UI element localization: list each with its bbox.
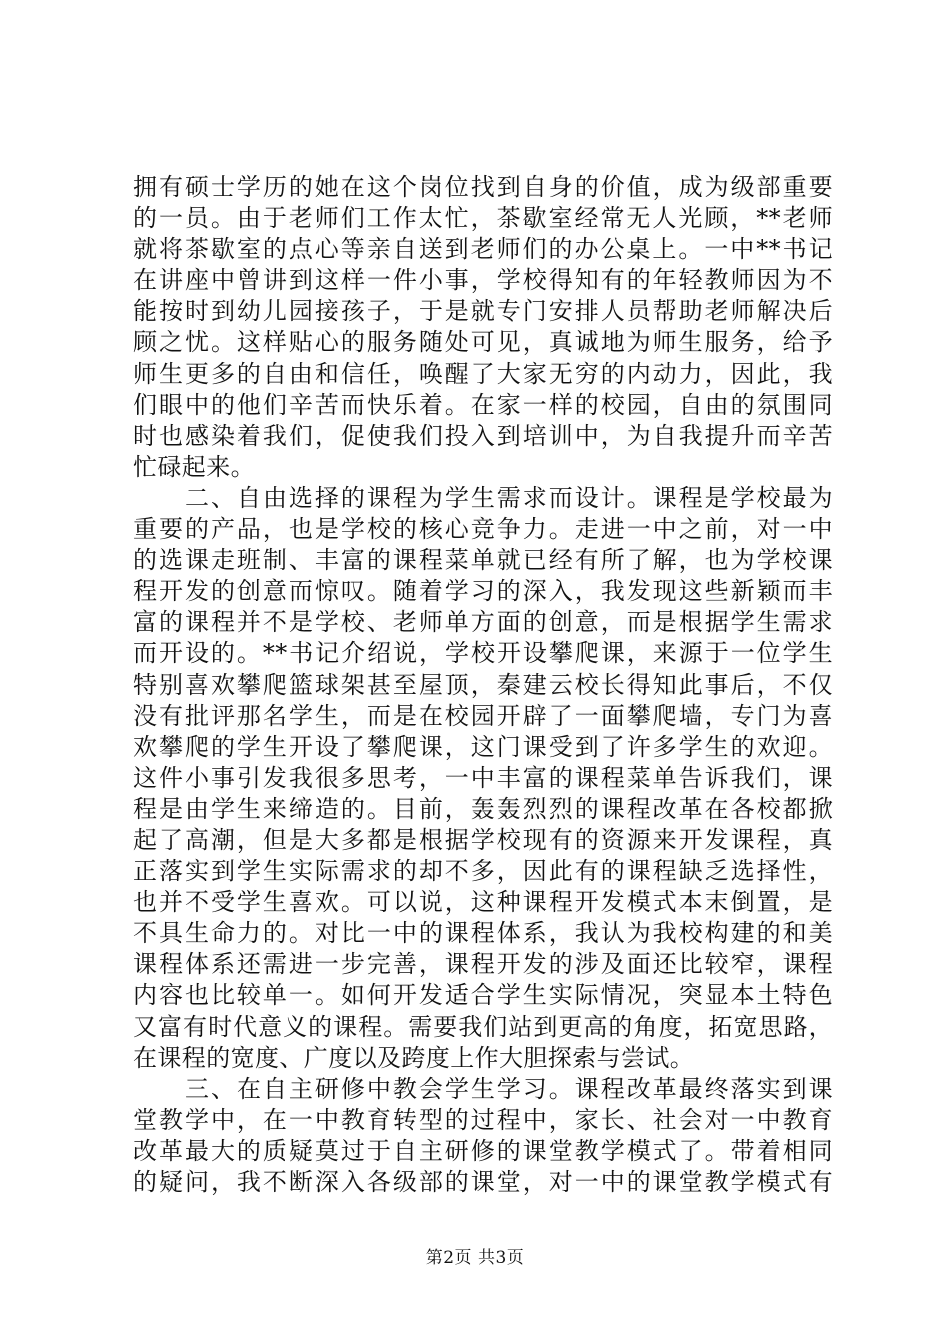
text-line: 这件小事引发我很多思考，一中丰富的课程菜单告诉我们，课 (133, 763, 833, 792)
text-line: 的疑问，我不断深入各级部的课堂，对一中的课堂教学模式有 (133, 1168, 833, 1196)
text-line: 的选课走班制、丰富的课程菜单就已经有所了解，也为学校课 (133, 546, 833, 575)
document-body (133, 172, 833, 1198)
text-line: 忙碌起来。 (133, 452, 255, 481)
text-line: 拥有硕士学历的她在这个岗位找到自身的价值，成为级部重要 (133, 173, 833, 201)
text-line: 而开设的。**书记介绍说，学校开设攀爬课，来源于一位学生 (133, 639, 833, 668)
text-line: 在讲座中曾讲到这样一件小事，学校得知有的年轻教师因为不 (133, 266, 833, 295)
text-line: 能按时到幼儿园接孩子，于是就专门安排人员帮助老师解决后 (133, 297, 833, 326)
text-line: 程开发的创意而惊叹。随着学习的深入，我发现这些新颖而丰 (133, 577, 833, 606)
text-line: 没有批评那名学生，而是在校园开辟了一面攀爬墙，专门为喜 (133, 701, 833, 730)
paragraph-heading-3: 三、在自主研修中教会学生学习。课程改革最终落实到课 (185, 1074, 833, 1103)
text-line: 重要的产品，也是学校的核心竞争力。走进一中之前，对一中 (133, 515, 833, 544)
text-line: 堂教学中，在一中教育转型的过程中，家长、社会对一中教育 (133, 1105, 833, 1134)
text-line: 程是由学生来缔造的。目前，轰轰烈烈的课程改革在各校都掀 (133, 794, 833, 823)
text-line: 又富有时代意义的课程。需要我们站到更高的角度，拓宽思路， (133, 1012, 833, 1041)
text-line: 改革最大的质疑莫过于自主研修的课堂教学模式了。带着相同 (133, 1136, 833, 1165)
text-line: 的一员。由于老师们工作太忙，茶歇室经常无人光顾，**老师 (133, 204, 833, 233)
text-line: 内容也比较单一。如何开发适合学生实际情况，突显本土特色 (133, 981, 833, 1010)
paragraph-heading-2: 二、自由选择的课程为学生需求而设计。课程是学校最为 (185, 483, 833, 512)
text-line: 也并不受学生喜欢。可以说，这种课程开发模式本末倒置，是 (133, 888, 833, 917)
text-line: 特别喜欢攀爬篮球架甚至屋顶，秦建云校长得知此事后，不仅 (133, 670, 833, 699)
text-line: 顾之忧。这样贴心的服务随处可见，真诚地为师生服务，给予 (133, 328, 833, 357)
text-line: 时也感染着我们，促使我们投入到培训中，为自我提升而辛苦 (133, 421, 833, 450)
text-line: 课程体系还需进一步完善，课程开发的涉及面还比较窄，课程 (133, 950, 833, 979)
text-line: 不具生命力的。对比一中的课程体系，我认为我校构建的和美 (133, 919, 833, 948)
text-line: 就将茶歇室的点心等亲自送到老师们的办公桌上。一中**书记 (133, 235, 833, 264)
text-line: 起了高潮，但是大多都是根据学校现有的资源来开发课程，真 (133, 825, 833, 854)
text-line: 富的课程并不是学校、老师单方面的创意，而是根据学生需求 (133, 608, 833, 637)
page-number-footer: 第2页 共3页 (425, 1248, 525, 1268)
text-line: 欢攀爬的学生开设了攀爬课，这门课受到了许多学生的欢迎。 (133, 732, 833, 761)
text-line: 们眼中的他们辛苦而快乐着。在家一样的校园，自由的氛围同 (133, 390, 833, 419)
text-line: 正落实到学生实际需求的却不多，因此有的课程缺乏选择性， (133, 857, 833, 886)
text-line: 师生更多的自由和信任，唤醒了大家无穷的内动力，因此，我 (133, 359, 833, 388)
text-line: 在课程的宽度、广度以及跨度上作大胆探索与尝试。 (133, 1043, 695, 1072)
